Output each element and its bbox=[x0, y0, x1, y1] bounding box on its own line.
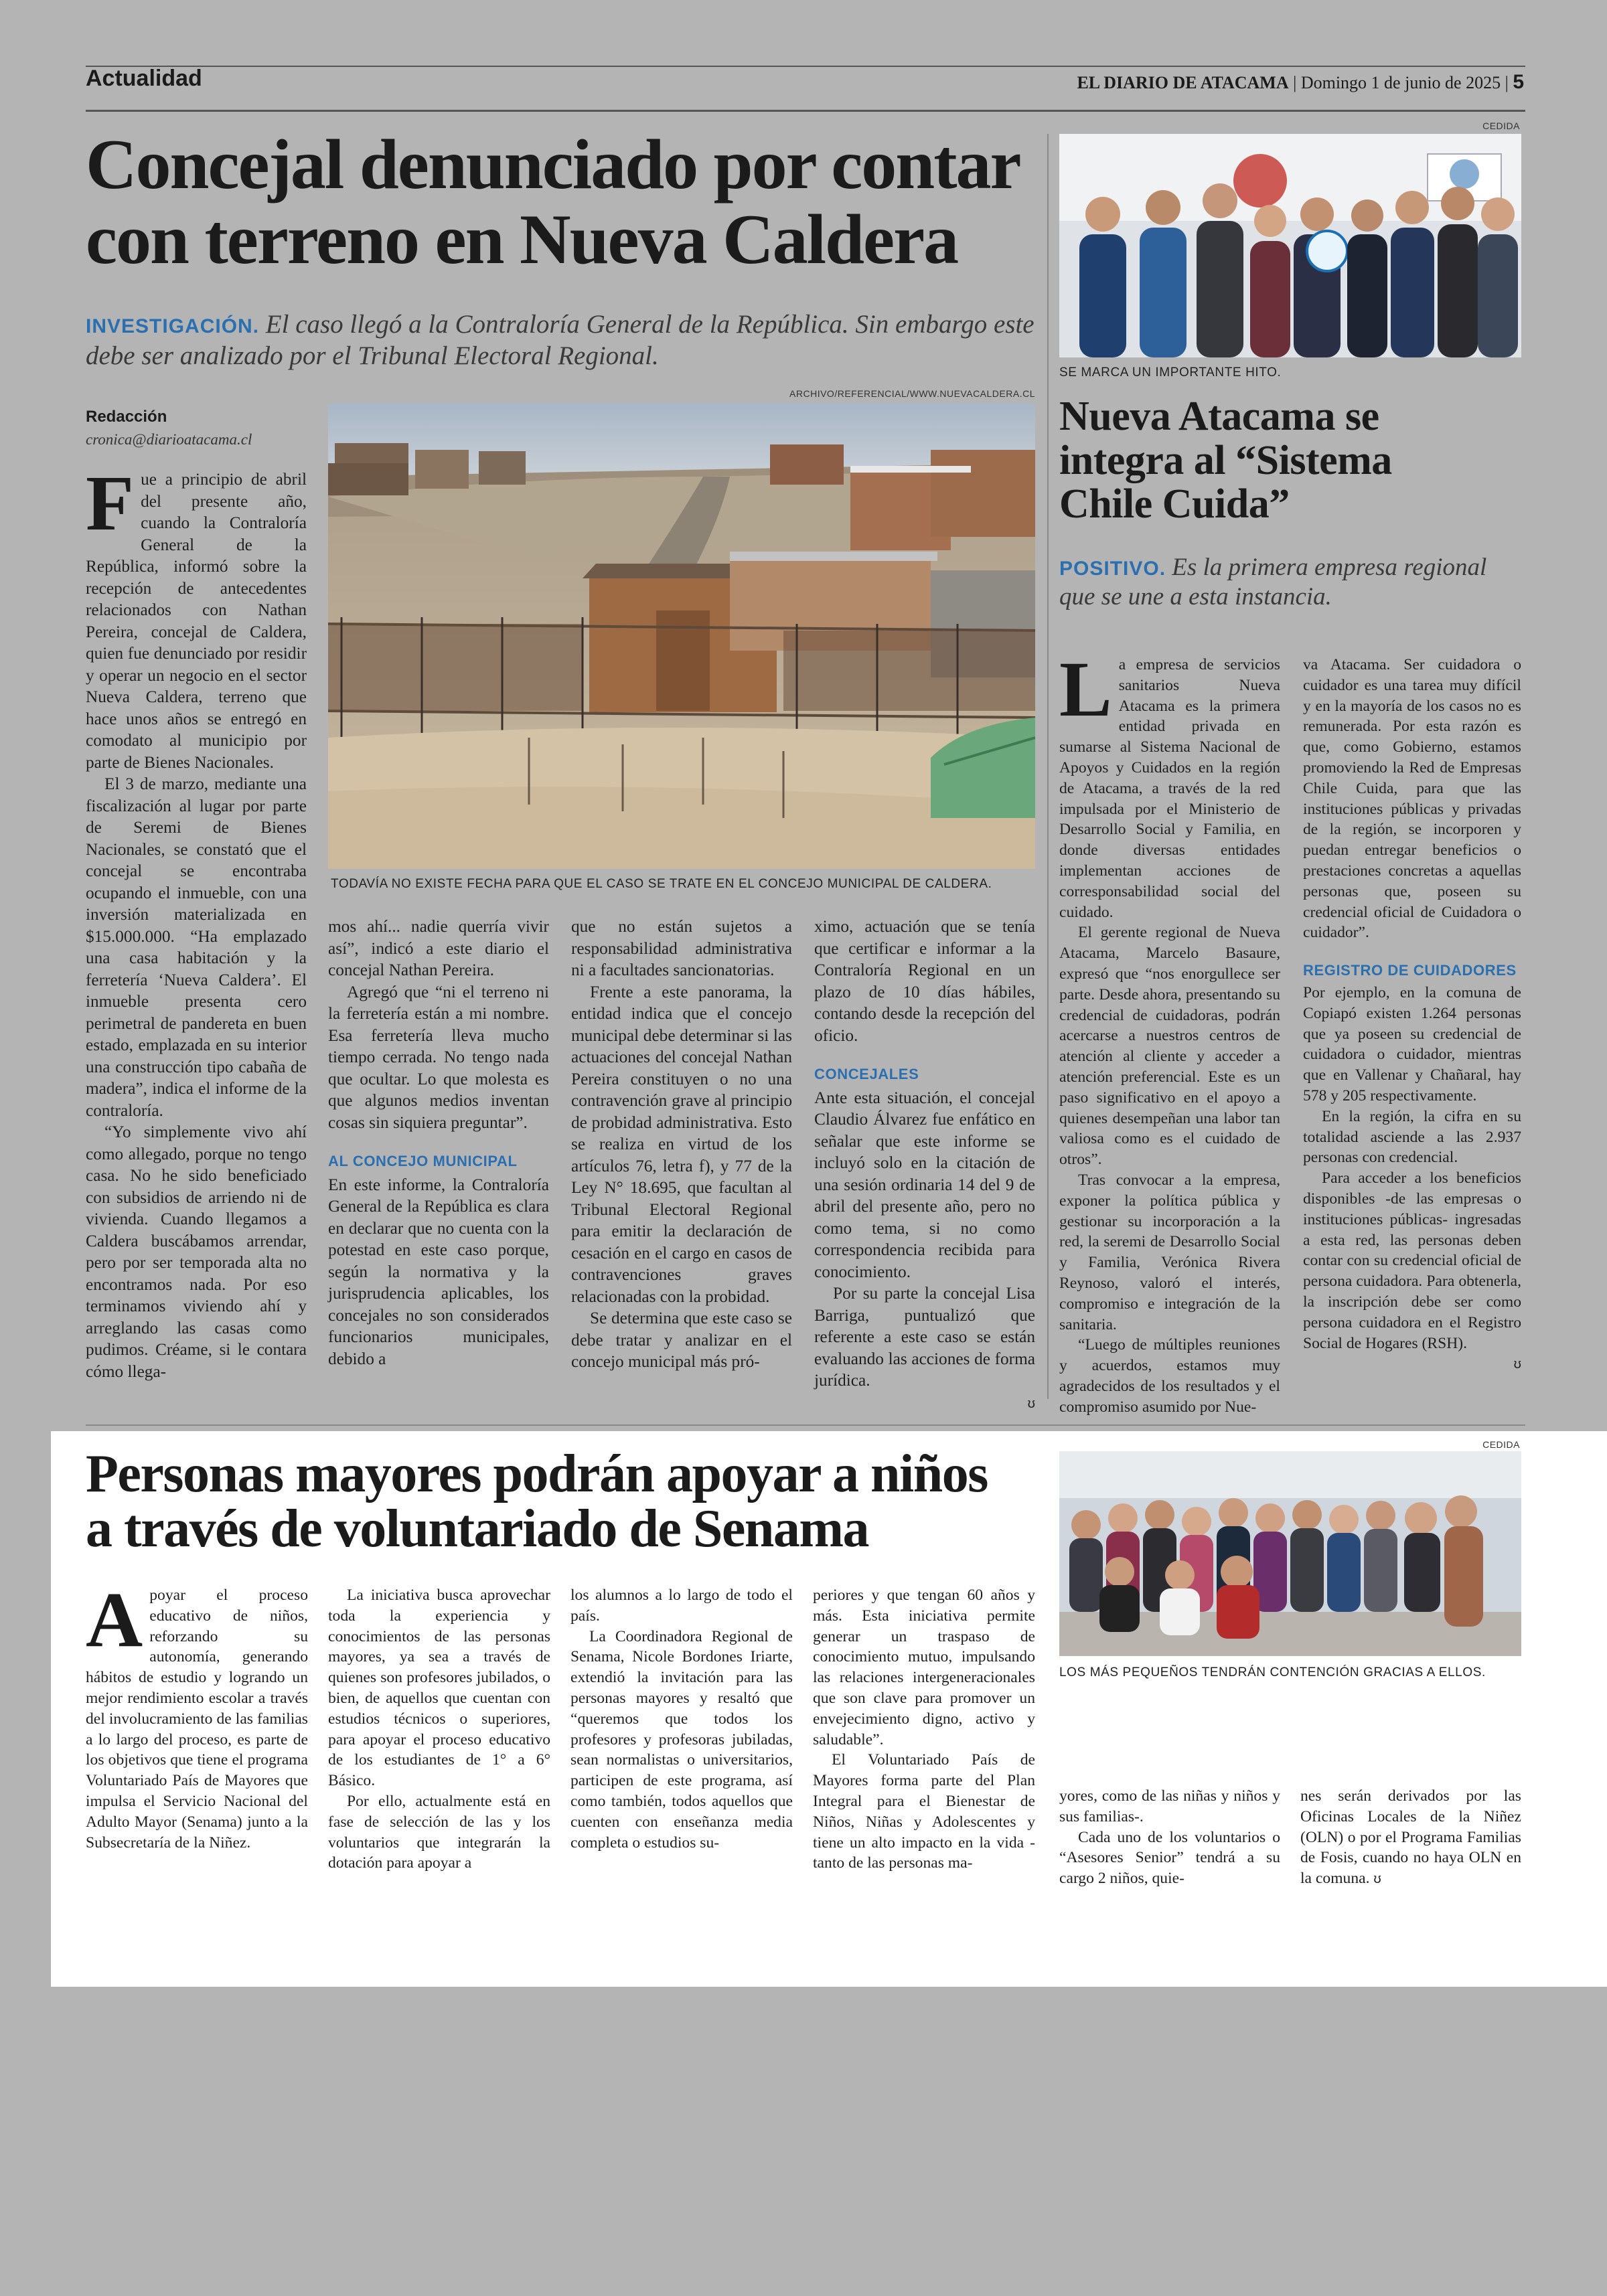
article3-headline-line2: a través de voluntariado de Senama bbox=[86, 1499, 868, 1558]
article1-col4-p1: ximo, actuación que se tenía que certificar e informar a la Contraloría Regional en un plazo de 10 días hábiles, contando desde la recepción del oficio. bbox=[814, 917, 1035, 1045]
article1-kicker: INVESTIGACIÓN. bbox=[86, 315, 260, 337]
article1-subhead-concejales: CONCEJALES bbox=[814, 1066, 919, 1082]
article1-dropcap: F bbox=[86, 459, 135, 547]
article3-column-2 bbox=[328, 1585, 550, 1874]
article1-byline bbox=[86, 406, 252, 451]
header-top-rule bbox=[86, 66, 1525, 67]
article2-dropcap: L bbox=[1059, 645, 1112, 733]
masthead-sep2: | bbox=[1505, 73, 1509, 92]
byline-name: Redacción bbox=[86, 408, 167, 426]
article2-col2-p1: va Atacama. Ser cuidadora o cuidador es una tarea muy difícil y en la mayoría de los casos no es remunerada. Por esta razón es que, como Gobierno, estamos promoviendo la Red de Empresas Chile Cuida, para que las instituciones públicas y privadas de la región, se incorporen y puedan entregar beneficios o prestaciones concretas a aquellas personas que, poseen su credencial oficial de Cuidadora o cuidador”. bbox=[1303, 656, 1521, 942]
article1-headline-line2: con terreno en Nueva Caldera bbox=[86, 200, 958, 279]
article1-endmark: ʊ bbox=[1027, 1396, 1035, 1411]
column-divider bbox=[1047, 134, 1049, 1399]
article1-deck-text: El caso llegó a la Contraloría General de la República. Sin embargo este debe ser analizado por el Tribunal Electoral Regional. bbox=[86, 310, 1035, 370]
article2-deck-text: Es la primera empresa regional que se une a esta instancia. bbox=[1059, 554, 1487, 611]
article3-col4-p1: periores y que tengan 60 años y más. Esta iniciativa permite generar un traspaso de conocimiento mutuo, impulsando las relaciones intergeneracionales que son clave para promover un envejecimiento digno, activo y saludable”. bbox=[813, 1586, 1035, 1748]
header-bottom-rule bbox=[86, 110, 1525, 112]
article2-col2-p3: En la región, la cifra en su totalidad asciende a las 2.937 personas con credencial. bbox=[1303, 1107, 1521, 1167]
article1-col4-p3: Por su parte la concejal Lisa Barriga, puntualizó que referente a este caso se están evaluando las acciones de forma jurídica. bbox=[814, 1284, 1035, 1390]
article1-headline bbox=[86, 127, 1050, 278]
page-number: 5 bbox=[1513, 71, 1524, 93]
article1-column-4 bbox=[814, 916, 1035, 1414]
article1-col1-p2: El 3 de marzo, mediante una fiscalización al lugar por parte de Seremi de Bienes Nacionales, se constató que el concejal se encontraba ocupando el inmueble, con una inversión materializada en $15.000.000. “Ha emplazado una casa habitación y la ferretería ‘Nueva Caldera’. El inmueble presenta cero perimetral de pandereta en buen estado, emplazada en su interior una construcción tipo cabaña de madera”, indica el informe de la contraloría. bbox=[86, 774, 307, 1120]
article2-column-1 bbox=[1059, 645, 1280, 1417]
article2-photo-credit: CEDIDA bbox=[1482, 120, 1520, 131]
article2-column-2 bbox=[1303, 655, 1521, 1375]
article3-headline-line1: Personas mayores podrán apoyar a niños bbox=[86, 1445, 988, 1503]
article3-dropcap: A bbox=[86, 1576, 143, 1663]
article3-col1-p1: poyar el proceso educativo de niños, reforzando su autonomía, generando hábitos de estudio y logrando un mejor rendimiento escolar a través del involucramiento de las familias a lo largo del proceso, es parte de los objetivos que tiene el programa Voluntariado País de Mayores que impulsa el Servicio Nacional del Adulto Mayor (Senama) junto a la Subsecretaría de la Niñez. bbox=[86, 1586, 308, 1852]
article1-col4-p2: Ante esta situación, el concejal Claudio Álvarez fue enfático en señalar que este informe se incluyó solo en la citación de una sesión ordinaria 14 del 9 de abril del presente año, pero no como tema, si no como correspondencia recibida para conocimiento. bbox=[814, 1088, 1035, 1281]
article3-col2-p2: Por ello, actualmente está en fase de selección de las y los voluntarios que integrarán la dotación para apoyar a bbox=[328, 1792, 550, 1872]
article2-headline-line1: Nueva Atacama se bbox=[1059, 394, 1379, 439]
article1-col1-p1: ue a principio de abril del presente año, cuando la Contraloría General de la República, informó sobre la recepción de antecedentes relacionados con Nathan Pereira, concejal de Caldera, quien fue denunciado por residir y operar un negocio en el sector Nueva Caldera, terreno que hace unos años se entregó en comodato al municipio por parte de Bienes Nacionales. bbox=[86, 470, 307, 772]
article1-col1-p3: “Yo simplemente vivo ahí como allegado, porque no tengo casa. No he sido beneficiado con subsidios de arriendo ni de vivienda. Cuando llegamos a Caldera buscábamos arrendar, pero por ser temporada alta no encontramos nada. Por eso terminamos viviendo ahí y arreglando las casas como pudimos. Créame, si le contara cómo llega- bbox=[86, 1123, 307, 1381]
section-name: Actualidad bbox=[86, 66, 202, 91]
article2-endmark: ʊ bbox=[1513, 1357, 1521, 1372]
byline-email: cronica@diarioatacama.cl bbox=[86, 431, 252, 448]
article1-col2-p3: En este informe, la Contraloría General de la República es clara en declarar que no cuenta con la potestad en este caso porque, según la normativa y la jurisprudencia aplicables, los concejales no son considerados funcionarios municipales, debido a bbox=[328, 1175, 549, 1368]
article1-col2-p2: Agregó que “ni el terreno ni la ferretería están a mi nombre. Esa ferretería lleva mucho tiempo cerrada. No tengo nada que ocultar. Lo que molesta es que algunos medios inventan cosas sin siquiera preguntar”. bbox=[328, 982, 549, 1132]
article3-col5-p2: Cada uno de los voluntarios o “Asesores Senior” tendrá a su cargo 2 niños, quie- bbox=[1059, 1828, 1280, 1888]
article2-col1-p4: “Luego de múltiples reuniones y acuerdos, estamos muy agradecidos de los resultados y el compromiso asumido por Nue- bbox=[1059, 1336, 1280, 1416]
issue-date: Domingo 1 de junio de 2025 bbox=[1300, 73, 1501, 92]
article2-kicker: POSITIVO. bbox=[1059, 558, 1166, 580]
article1-photo-caption: TODAVÍA NO EXISTE FECHA PARA QUE EL CASO SE TRATE EN EL CONCEJO MUNICIPAL DE CALDERA. bbox=[331, 877, 992, 891]
article1-column-3 bbox=[571, 916, 792, 1373]
article2-col2-p4: Para acceder a los beneficios disponibles -de las empresas o instituciones públicas- ingresadas a esta red, las personas deben contar con su credencial oficial de persona cuidadora. Para obtenerla, la inscripción debe ser como persona cuidadora en el Registro Social de Hogares (RSH). bbox=[1303, 1169, 1521, 1352]
article1-column-1 bbox=[86, 459, 307, 1382]
article3-col4-p2: El Voluntariado País de Mayores forma parte del Plan Integral para el Bienestar de Niños, Niñas y Adolescentes y tiene un alto impacto en la vida -tanto de las personas ma- bbox=[813, 1751, 1035, 1872]
article3-endmark: ʊ bbox=[1373, 1872, 1381, 1887]
article2-photo bbox=[1059, 134, 1521, 357]
article3-col3-p1: los alumnos a lo largo de todo el país. bbox=[570, 1586, 793, 1625]
article1-photo-credit: ARCHIVO/REFERENCIAL/WWW.NUEVACALDERA.CL bbox=[789, 388, 1035, 399]
article1-deck bbox=[86, 309, 1043, 372]
article1-headline-line1: Concejal denunciado por contar bbox=[86, 125, 1020, 203]
article1-col2-p1: mos ahí... nadie querría vivir así”, indicó a este diario el concejal Nathan Pereira. bbox=[328, 917, 549, 979]
article3-col5-p1: yores, como de las niñas y niños y sus familias-. bbox=[1059, 1787, 1280, 1825]
article1-col3-p1: que no están sujetos a responsabilidad administrativa ni a facultades sancionatorias. bbox=[571, 917, 792, 979]
article1-photo bbox=[328, 403, 1035, 869]
article3-box bbox=[51, 1431, 1607, 1987]
newspaper-name: EL DIARIO DE ATACAMA bbox=[1077, 73, 1289, 92]
article1-col3-p2: Frente a este panorama, la entidad indica que el concejo municipal debe determinar si las actuaciones del concejal Nathan Pereira constituyen o no una contravención grave al principio de probidad administrativa. Esto se realiza en virtud de los artículos 76, letra f), y 77 de la Ley N° 18.695, que facultan al Tribunal Electoral Regional para emitir la declaración de cesación en el cargo en casos de contravenciones graves relacionadas con la probidad. bbox=[571, 982, 792, 1306]
article1-subhead-concejo: AL CONCEJO MUNICIPAL bbox=[328, 1153, 518, 1169]
article2-headline-line3: Chile Cuida” bbox=[1059, 481, 1290, 527]
article3-col2-p1: La iniciativa busca aprovechar toda la experiencia y conocimientos de las personas mayores, ya sea a través de quienes son profesores jubilados, o bien, de aquellos que cuentan con estudios técnicos o superiores, para apoyar el proceso educativo de los estudiantes de 1° a 6° Básico. bbox=[328, 1586, 550, 1790]
article3-photo-caption: LOS MÁS PEQUEÑOS TENDRÁN CONTENCIÓN GRACIAS A ELLOS. bbox=[1059, 1665, 1486, 1679]
article3-headline bbox=[86, 1447, 1077, 1556]
article2-col2-p2: Por ejemplo, en la comuna de Copiapó existen 1.264 personas que ya poseen su credencial de cuidadora o cuidador, mientras que en Vallenar y Chañaral, hay 578 y 205 respectivamente. bbox=[1303, 983, 1521, 1104]
masthead bbox=[937, 71, 1524, 94]
article2-col1-p2: El gerente regional de Nueva Atacama, Marcelo Basaure, expresó que “nos enorgullece ser parte. Desde ahora, presentando su credencial de cuidadoras, podrán acercarse a nuestros centros de atención al cliente y acceder a atención preferencial. Este es un paso significativo en el apoyo a quienes desempeñan una labor tan valiosa como es el cuidado de otros”. bbox=[1059, 924, 1280, 1169]
article3-photo-credit: CEDIDA bbox=[1482, 1439, 1520, 1450]
article3-photo bbox=[1059, 1451, 1521, 1656]
article1-column-2 bbox=[328, 916, 549, 1370]
lower-section-rule bbox=[86, 1424, 1525, 1426]
article2-headline bbox=[1059, 395, 1528, 527]
article1-col3-p3: Se determina que este caso se debe tratar y analizar en el concejo municipal más pró- bbox=[571, 1309, 792, 1371]
article2-photo-caption: SE MARCA UN IMPORTANTE HITO. bbox=[1059, 365, 1282, 380]
article2-col1-p1: a empresa de servicios sanitarios Nueva Atacama es la primera entidad privada en sumarse al Sistema Nacional de Apoyos y Cuidados en la región de Atacama, a través de la red impulsada por el Ministerio de Desarrollo Social y Familia, en donde diversas entidades implementan acciones de corresponsabilidad social del cuidado. bbox=[1059, 656, 1280, 921]
article2-subhead-registro: REGISTRO DE CUIDADORES bbox=[1303, 962, 1517, 979]
article3-col3-p2: La Coordinadora Regional de Senama, Nicole Bordones Iriarte, extendió la invitación para las personas mayores y resaltó que “queremos que todos los profesores y profesoras jubiladas, sean normalistas o universitarios, participen de este programa, así como también, todos aquellos que cuenten con enseñanza media completa o estudios su- bbox=[570, 1627, 793, 1852]
article3-column-4 bbox=[813, 1585, 1035, 1874]
article2-col1-p3: Tras convocar a la empresa, exponer la política pública y gestionar su incorporación a la red, la seremi de Desarrollo Social y Familia, Verónica Rivera Reynoso, valoró el interés, compromiso e integración de la sanitaria. bbox=[1059, 1171, 1280, 1333]
article2-deck bbox=[1059, 553, 1528, 612]
article3-column-6 bbox=[1300, 1786, 1521, 1890]
article3-col6-p1: nes serán derivados por las Oficinas Locales de la Niñez (OLN) o por el Programa Familias de Fosis, cuando no haya OLN en la comuna. bbox=[1300, 1787, 1521, 1888]
article3-column-1 bbox=[86, 1576, 308, 1853]
masthead-sep1: | bbox=[1293, 73, 1297, 92]
article3-column-3 bbox=[570, 1585, 793, 1853]
article2-headline-line2: integra al “Sistema bbox=[1059, 437, 1392, 483]
article3-column-5 bbox=[1059, 1786, 1280, 1889]
